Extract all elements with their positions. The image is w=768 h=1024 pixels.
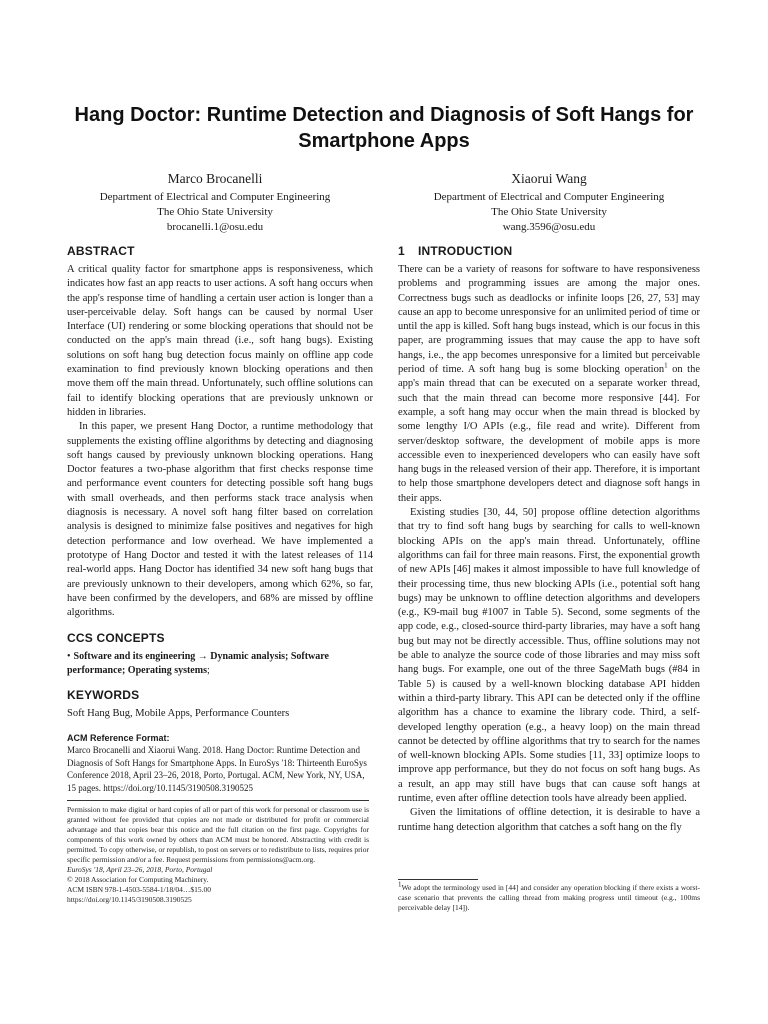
- ccs-concepts-text: Software and its engineering → Dynamic analysis; Software performance; Operating systems: [67, 651, 329, 676]
- intro-p1-part-b: on the app's main thread that can be executed on a separate worker thread, such that the main thread can become more responsive [44]. For example, a soft hang may occur when the main thread is blocked by some lengthy I/O APIs (e.g., file read and write). Different from server/desktop software, the development of mobile apps is more accessible even to inexperienced developers who can easily have soft hang bugs in the released version of their app. Therefore, it is important to help those smartphone developers detect and diagnose soft hangs in their apps.: [398, 364, 701, 504]
- intro-p1-part-a: There can be a variety of reasons for software to have responsiveness problems and programming issues are among the major ones. Correctness bugs such as deadlocks or infinite loops [26, 27, 53] may cause an app to become unresponsive for an unlimited period of time or until the app is killed. Soft hang bugs instead, which is our focus in this paper, are programming issues that may cause the app to have soft hangs, i.e., the app becomes unresponsive for a limited but perceivable period of time. A soft hang bug is some blocking operation: [398, 264, 700, 376]
- author-email[interactable]: wang.3596@osu.edu: [502, 221, 596, 233]
- footnote-marker[interactable]: 1: [664, 361, 668, 370]
- paper-title: Hang Doctor: Runtime Detection and Diagnosis of Soft Hangs for Smartphone Apps: [74, 104, 694, 152]
- permission-doi[interactable]: https://doi.org/10.1145/3190508.3190525: [67, 895, 192, 904]
- introduction-paragraph-1: [398, 263, 700, 506]
- author-email[interactable]: brocanelli.1@osu.edu: [166, 221, 264, 233]
- ccs-concepts-list: [67, 650, 373, 677]
- author-block-2: [396, 170, 702, 235]
- permission-block: [67, 805, 369, 905]
- footnote-divider: [398, 879, 478, 880]
- introduction-paragraph-2: Existing studies [30, 44, 50] propose offline detection algorithms that try to find soft hang bugs by searching for calls to well-known blocking APIs on the app's main thread. Unfortunately, offline algorithms can fail for three main reasons. First, the exponential growth of new APIs [46] makes it almost impossible to have full knowledge of their processing time, thus new blocking APIs (i.e., potential soft hang bugs) may be unknown to offline detection algorithms and developers (e.g., K9-mail bug #1007 in Table 5). Second, some segments of the app code, e.g., closed-source third-party libraries, may have a soft hang bug but may not be directly accessible. Thus, offline solutions may not be able to analyze the source code of those libraries and may miss soft hang bugs. For example, one out of the three SageMath bugs (#84 in Table 5) is caused by a well-known blocking database API hidden within a third-party library. This API can be detected only if the offline algorithm has a chance to examine the library code. Third, a self-developed lengthy operation (e.g., a heavy loop) on the main thread cannot be detected by offline algorithms that try to search for the names of well-known blocking APIs. Some studies [11, 33] optimize loops to improve app performance, but they do not focus on soft hang bugs. As a result, an app may still have bugs that can cause soft hangs at runtime, even after offline detection tools have already been applied.: [398, 507, 700, 804]
- acm-reference-format: [67, 732, 373, 795]
- keywords-heading: KEYWORDS: [67, 688, 140, 703]
- permission-venue: EuroSys '18, April 23–26, 2018, Porto, Portugal: [67, 865, 213, 874]
- permission-isbn: ACM ISBN 978-1-4503-5584-1/18/04…$15.00: [67, 885, 211, 894]
- keywords-text: Soft Hang Bug, Mobile Apps, Performance Counters: [67, 708, 290, 720]
- author-block-1: [62, 170, 368, 235]
- right-column: [398, 243, 700, 835]
- author-university: The Ohio State University: [157, 206, 273, 218]
- introduction-heading: [398, 243, 700, 259]
- footnote-text: We adopt the terminology used in [44] and consider any operation blocking if there exists a worst-case scenario that prevents the calling thread from making progress until timeout (e.g., 100ms perceivable delay [14]).: [398, 883, 700, 912]
- section-number: 1: [398, 244, 405, 258]
- permission-text: Permission to make digital or hard copies of all or part of this work for personal or classroom use is granted without fee provided that copies are not made or distributed for profit or commercial advantage and that copies bear this notice and the full citation on the first page. Copyrights for components of this work owned by others than ACM must be honored. Abstracting with credit is permitted. To copy otherwise, or republish, to post on servers or to redistribute to lists, requires prior specific permission and/or a fee. Request permissions from permissions@acm.org.: [67, 805, 369, 864]
- abstract-paragraph-2: In this paper, we present Hang Doctor, a runtime methodology that supplements the existing offline algorithms by detecting and diagnosing soft hangs caused by previously unknown blocking operations. Hang Doctor features a two-phase algorithm that first checks response time and performance event counters for detecting possible soft hang bugs with small overheads, and then performs stack trace analysis when diagnosis is necessary. A novel soft hang filter based on correlation analysis is designed to minimize false positives and negatives for high detection performance and low overhead. We have implemented a prototype of Hang Doctor and tested it with the latest releases of 114 real-world apps. Hang Doctor has identified 34 new soft hang bugs that are previously unknown to their developers, among which 62%, so far, have been confirmed by the developers, and 68% are missed by offline algorithms.: [67, 421, 373, 619]
- reference-format-text: Marco Brocanelli and Xiaorui Wang. 2018. Hang Doctor: Runtime Detection and Diagnosis of Soft Hangs for Smartphone Apps. In EuroSys '18: Thirteenth EuroSys Conference 2018, April 23–26, 2018, Porto, Portugal. ACM, New York, NY, USA, 15 pages. https://doi.org/10.1145/3190508.3190525: [67, 745, 367, 793]
- ccs-concepts-heading: CCS CONCEPTS: [67, 631, 165, 646]
- ccs-tail: ;: [206, 664, 210, 676]
- author-university: The Ohio State University: [491, 206, 607, 218]
- section-title: INTRODUCTION: [418, 244, 513, 258]
- ccs-bullet: •: [67, 651, 71, 663]
- footnote: [398, 880, 700, 913]
- reference-format-label: ACM Reference Format:: [67, 732, 170, 743]
- abstract-heading: ABSTRACT: [67, 244, 135, 258]
- footnote-number: 1: [398, 880, 402, 889]
- abstract-paragraph-1: A critical quality factor for smartphone apps is responsiveness, which indicates how fast an app reacts to user actions. A soft hang occurs when the app's response time of handling a certain user action is longer than a user-perceivable delay. Soft hangs can be caused by normal User Interface (UI) rendering or some blocking operations that should not be conducted on the app's main thread (i.e., soft hang bugs). Existing solutions on soft hang bug detection focus mainly on offline app code examination to find previously known blocking operations and then move them off the main thread. Unfortunately, such offline solutions can fail to identify blocking operations that are previously unknown or hidden in libraries.: [67, 264, 373, 418]
- author-name: Marco Brocanelli: [167, 171, 263, 186]
- left-column: [67, 243, 373, 794]
- author-department: Department of Electrical and Computer Engineering: [99, 191, 331, 203]
- introduction-paragraph-3: Given the limitations of offline detection, it is desirable to have a runtime hang detection algorithm that catches a soft hang on the fly: [398, 807, 700, 833]
- author-name: Xiaorui Wang: [511, 171, 587, 186]
- author-department: Department of Electrical and Computer Engineering: [433, 191, 665, 203]
- permission-copyright: © 2018 Association for Computing Machinery.: [67, 875, 209, 884]
- permission-divider: [67, 800, 369, 801]
